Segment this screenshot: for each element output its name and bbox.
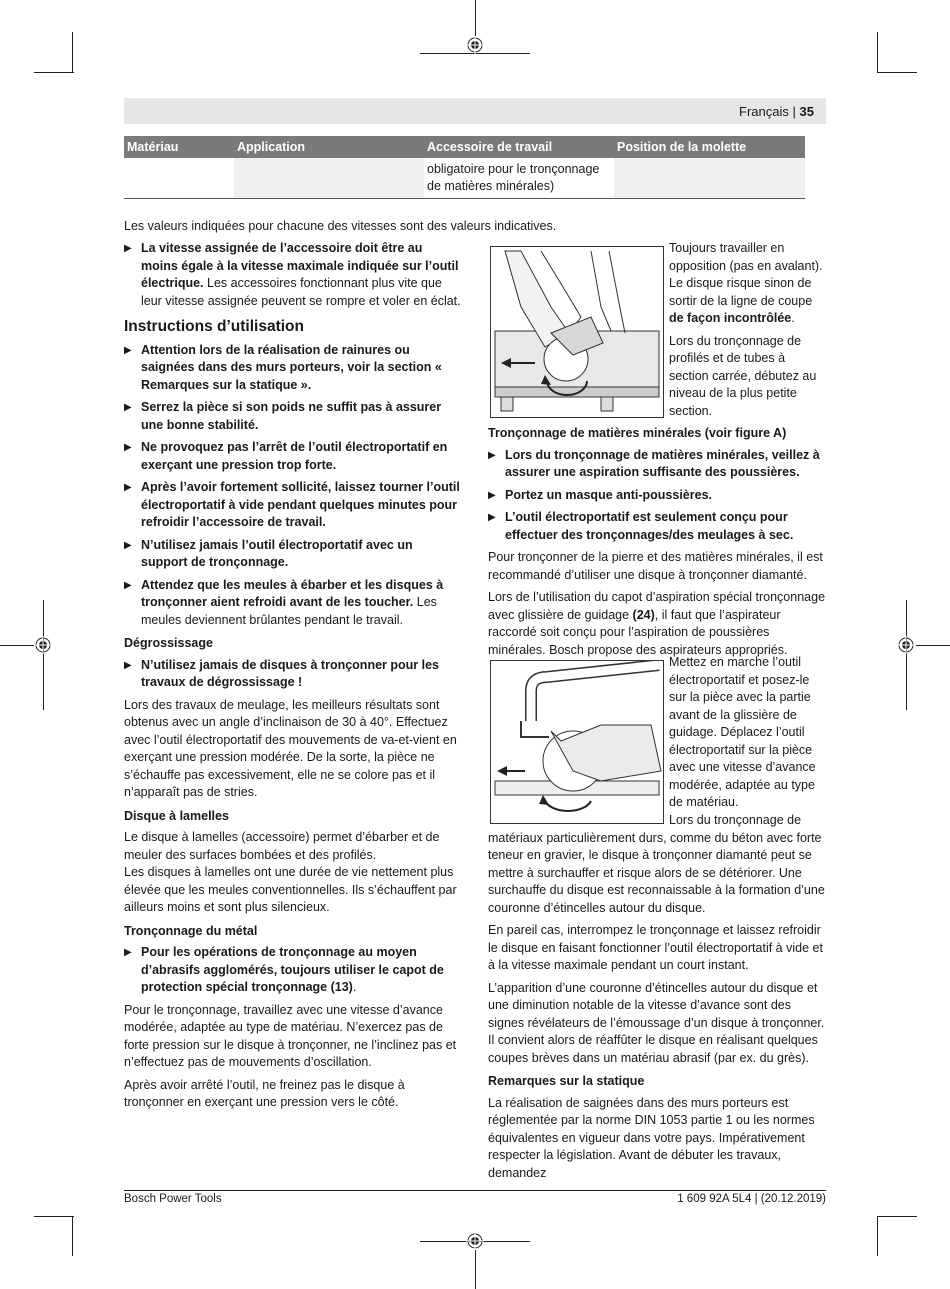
bullet-bold: Attendez que les meules à ébarber et les disques à tronçonner aient refroidi avant de les toucher. [141,577,444,609]
bullet-bold: Après l’avoir fortement sollicité, laissez tourner l’outil électroportatif à vide pendant quelques minutes pour refroidir l’accessoire de travail. [141,480,460,529]
bullet-text: . [352,980,357,994]
bullet-text: Les accessoires fonctionnant plus vite que leur vitesse assignée peuvent se rompre et voler en éclat. [141,276,461,308]
cutting-illustration [490,246,664,418]
list-item [124,577,462,630]
crop-mark [34,1216,74,1217]
crop-mark [877,1216,917,1217]
bullet-arrow-icon: ▶ [124,344,132,356]
paragraph: Lors de l’utilisation du capot d’aspiration spécial tronçonnage avec glissière de guidage [488,590,826,622]
bullet-bold: Attention lors de la réalisation de rainures ou saignées dans des murs porteurs, voir la section « Remarques sur la statique ». [141,342,442,392]
bullet-bold: N’utilisez jamais l’outil électroportatif avec un support de tronçonnage. [141,537,413,569]
bold-text: de façon incontrôlée [669,311,792,325]
paragraph: La réalisation de saignées dans des murs porteurs est réglementée par la norme DIN 1053 partie 1 ou les normes équivalentes en vigueur dans votre pays. Impérativement respecter la législation. Avant de débuter les travaux, demandez [488,1095,815,1180]
bullet-bold: L’outil électroportatif est seulement conçu pour effectuer des tronçonnages/des meulages à sec. [505,510,794,542]
paragraph: Les disques à lamelles ont une durée de vie nettement plus élevée que les meules conventionnelles. Ils s’échauffent par ailleurs moins et sont plus silencieux. [124,865,457,914]
list-item [124,944,462,997]
crop-mark [475,1250,476,1289]
list-item [488,509,826,544]
language-label: Français [739,104,789,119]
separator: | [792,104,796,119]
settings-table [124,136,805,199]
paragraph: Lors des travaux de meulage, les meilleurs résultats sont obtenus avec un angle d’inclinaison de 30 à 40°. Effectuez avec l’outil électroportatif des mouvements de va-et-vient en exerçant une pression modérée. De la sorte, la pièce ne s’échauffe pas excessivement, elle ne se colore pas et il n’apparaît pas de stries. [124,697,457,799]
crop-mark [877,1216,878,1256]
bullet-bold: N’utilisez jamais de disques à tronçonner pour les travaux de dégrossissage ! [141,657,439,689]
header-bar [124,98,826,124]
bullet-bold: Serrez la pièce si son poids ne suffit pas à assurer une bonne stabilité. [141,400,442,432]
bullet-arrow-icon: ▶ [488,489,496,501]
bullet-bold: Ne provoquez pas l’arrêt de l’outil électroportatif en exerçant une pression trop forte. [141,440,448,472]
bullet-bold: La vitesse assignée de l’accessoire doit être au moins égale à la vitesse maximale indiquée sur l’outil électrique. [141,241,459,290]
bullet-arrow-icon: ▶ [124,402,132,413]
registration-mark-icon [466,36,484,54]
table-header: Application [234,136,424,158]
bullet-arrow-icon: ▶ [124,659,132,671]
bullet-arrow-icon: ▶ [488,512,496,523]
bullet-text: Les meules deviennent brûlantes pendant le travail. [141,595,437,627]
table-header: Matériau [124,136,234,158]
paragraph: Toujours travailler en opposition (pas en avalant). Le disque risque sinon de sortir de la ligne de coupe [669,241,823,308]
list-item [124,399,462,434]
paragraph: L’apparition d’une couronne d’étincelles autour du disque et une diminution notable de la vitesse d’avance sont des signes révélateurs de l’émoussage d’un disque à tronçonner. Il convient alors de réaffûter le disque en réalisant quelques coupes brèves dans un matériau abrasif (par ex. du grès). [488,980,825,1065]
bullet-bold: Lors du tronçonnage de matières minérales, veillez à assurer une aspiration suffisante des poussières. [505,447,820,479]
subheading-mineral: Tronçonnage de matières minérales (voir figure A) [488,426,787,440]
list-item [124,342,462,395]
paragraph: Après avoir arrêté l’outil, ne freinez pas le disque à tronçonner en exerçant une pression vers le côté. [124,1077,405,1109]
table-cell [614,158,805,199]
registration-mark-icon [897,636,915,654]
list-item [124,657,462,692]
paragraph-end: , il faut que l’aspirateur raccordé soit conçu pour l’aspiration de poussières minérales. Bosch propose des aspirateurs appropriés. [488,607,788,657]
crop-mark [43,600,44,710]
bullet-arrow-icon: ▶ [124,579,132,591]
left-column [124,240,462,1117]
list-item [488,487,826,505]
crop-mark [906,600,907,710]
page-number: 35 [799,104,814,119]
subheading-lamelles: Disque à lamelles [124,808,229,823]
table-cell [124,158,234,199]
table-header: Accessoire de travail [424,136,614,158]
bullet-bold: Pour les opérations de tronçonnage au moyen d’abrasifs agglomérés, toujours utiliser le capot de protection spécial tronçonnage (13) [141,945,444,994]
paragraph-end: . [791,311,795,325]
table-row [124,158,805,199]
intro-text: Les valeurs indiquées pour chacune des vitesses sont des valeurs indicatives. [124,219,557,233]
bold-text: (24) [632,607,655,622]
dust-extraction-illustration [490,660,664,824]
bullet-arrow-icon: ▶ [124,947,132,958]
bullet-arrow-icon: ▶ [124,243,132,254]
crop-mark [475,0,476,36]
table-header: Position de la molette [614,136,805,158]
list-item [124,479,462,532]
bullet-arrow-icon: ▶ [124,539,132,551]
subheading-statique: Remarques sur la statique [488,1074,645,1088]
section-title: Instructions d’utilisation [124,318,304,335]
list-item [124,439,462,474]
paragraph: Le disque à lamelles (accessoire) permet d’ébarber et de meuler des surfaces bombées et des profilés. [124,830,440,862]
table-cell [234,158,424,199]
paragraph: Pour tronçonner de la pierre et des matières minérales, il est recommandé d’utiliser une disque à tronçonner diamanté. [488,550,823,582]
bullet-bold: Portez un masque anti-poussières. [505,487,712,502]
table-cell: obligatoire pour le tronçonnage de matières minérales) [424,158,614,199]
paragraph: En pareil cas, interrompez le tronçonnage et laissez refroidir le disque en faisant fonctionner l’outil électroportatif à vide et à la vitesse maximale pendant un court instant. [488,923,823,972]
paragraph: Lors du tronçonnage de matériaux particulièrement durs, comme du béton avec forte teneur en gravier, le disque à tronçonner diamanté peut se mettre à surchauffer et risque alors de se détériorer. Une surchauffe du disque est reconnaissable à la formation d’une couronne d’étincelles autour du disque. [488,813,825,915]
figure2-text: Mettez en marche l’outil électroportatif et posez-le sur la pièce avec la partie avant de la glissière de guidage. Déplacez l’outil électroportatif sur la pièce avec une vitesse d’avance modérée, adaptée au type de matériau. [669,655,816,809]
crop-mark [916,645,950,646]
list-item [124,537,462,572]
footer-reference: 1 609 92A 5L4 | (20.12.2019) [677,1193,826,1205]
crop-mark [877,72,917,73]
right-column-bottom [488,812,826,1187]
footer [124,1190,826,1205]
list-item [488,447,826,482]
list-item [124,240,462,310]
paragraph: Pour le tronçonnage, travaillez avec une vitesse d’avance modérée, adaptée au type de matériau. N’exercez pas de forte pression sur le disque à tronçonner, ne l’inclinez pas et n’effectuez pas de mouvements d’oscillation. [124,1002,457,1069]
crop-mark [877,32,878,72]
subheading-metal: Tronçonnage du métal [124,923,258,938]
bullet-arrow-icon: ▶ [124,482,132,493]
crop-mark [34,72,74,73]
registration-mark-icon [34,636,52,654]
page-header [739,104,814,119]
bullet-arrow-icon: ▶ [124,442,132,453]
registration-mark-icon [466,1232,484,1250]
figure1-text [669,240,827,425]
subheading-degrossissage: Dégrossissage [124,636,213,650]
table-header-row [124,136,805,158]
right-column-middle [488,425,826,664]
bullet-arrow-icon: ▶ [488,449,496,461]
footer-brand: Bosch Power Tools [124,1193,222,1205]
paragraph: Lors du tronçonnage de profilés et de tubes à section carrée, débutez au niveau de la plus petite section. [669,333,817,418]
crop-mark [72,32,73,72]
crop-mark [72,1216,73,1256]
crop-mark [0,645,34,646]
